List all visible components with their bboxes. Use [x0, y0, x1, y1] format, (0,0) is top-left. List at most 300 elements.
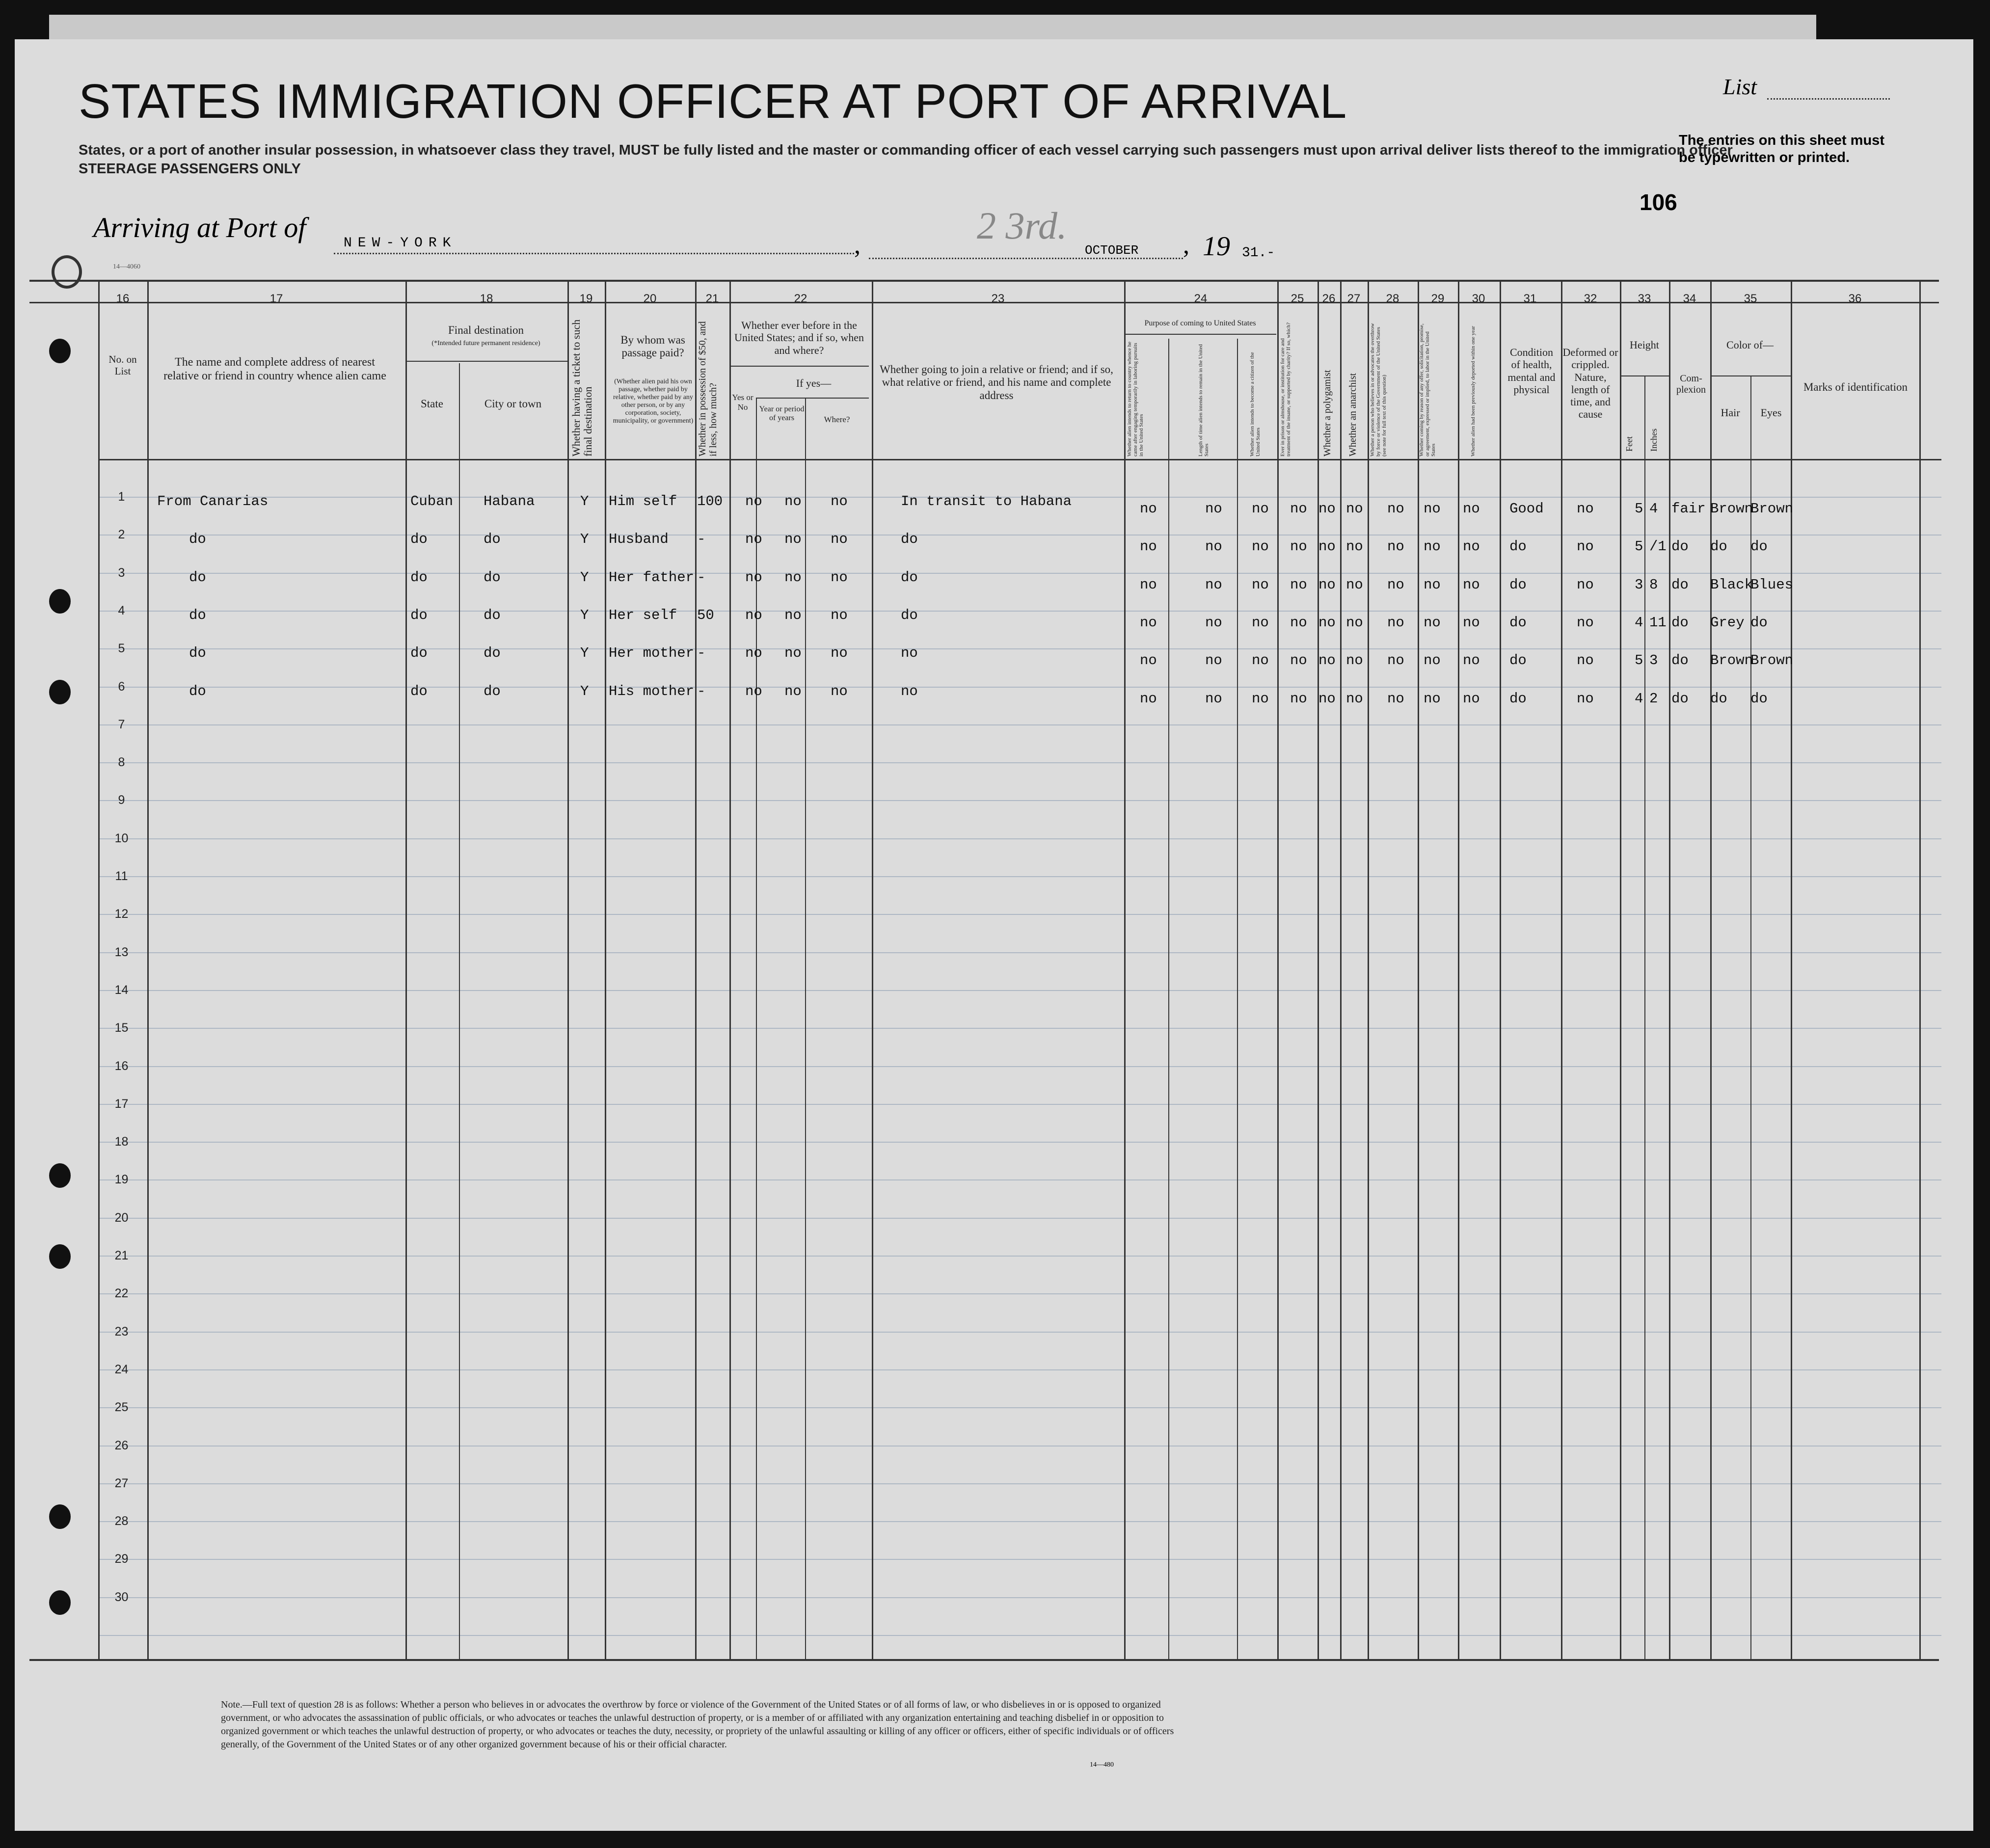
year-prefix: 19 — [1203, 231, 1230, 262]
cell-eyes: do — [1750, 690, 1768, 707]
header-deformed: Deformed or crippled. Nature, length of time, and cause — [1562, 346, 1618, 421]
column-rule — [1318, 281, 1319, 1660]
separator: , — [1183, 231, 1189, 259]
cell-before: no — [745, 531, 762, 548]
cell-q26: no — [1318, 690, 1336, 707]
column-number: 35 — [1744, 292, 1757, 305]
subheader-rule — [1124, 334, 1276, 335]
cell-paid-by: Her self — [609, 607, 677, 623]
row-rule — [98, 1369, 1941, 1370]
cell-ticket: Y — [580, 493, 589, 509]
header-purpose: Purpose of coming to United States — [1144, 319, 1256, 327]
header-hair: Hair — [1721, 406, 1740, 419]
row-number: 6 — [118, 679, 125, 694]
header-inches: Inches — [1649, 429, 1659, 452]
cell-q30: no — [1463, 538, 1480, 555]
column-rule — [1340, 281, 1342, 1660]
column-rule — [1791, 281, 1792, 1660]
row-rule — [98, 1028, 1941, 1029]
subcolumn-rule — [1168, 339, 1169, 459]
subheader-rule — [756, 398, 869, 399]
cell-state: do — [410, 645, 428, 662]
row-rule — [98, 573, 1941, 574]
header-color-of: Color of— — [1726, 339, 1774, 351]
cell-before: no — [745, 493, 762, 509]
cell-where: no — [831, 607, 848, 623]
cell-paid-by: Her mother — [609, 645, 695, 662]
header-money: Whether in possession of $50, and if less, how much? — [697, 321, 719, 456]
header-yes-no: Yes or No — [732, 393, 753, 412]
port-name: NEW-YORK — [344, 236, 457, 251]
cell-money: - — [697, 645, 706, 662]
header-eyes: Eyes — [1760, 406, 1782, 419]
cell-hair: do — [1710, 538, 1727, 555]
column-number: 16 — [116, 292, 130, 305]
cell-before: no — [745, 645, 762, 662]
cell-ticket: Y — [580, 607, 589, 623]
row-rule — [98, 876, 1941, 877]
cell-city: do — [484, 569, 501, 586]
row-rule — [98, 1066, 1941, 1067]
column-rule — [605, 281, 606, 1660]
manifest-sheet — [15, 39, 1973, 1831]
binder-hole — [49, 1244, 71, 1269]
cell-state: do — [410, 683, 428, 699]
cell-feet: 4 — [1635, 690, 1643, 707]
header-purpose-return: Whether alien intends to return to country whence he came after engaging temporarily in laboring pursuits in the United States — [1127, 342, 1145, 456]
cell-health: do — [1509, 538, 1527, 555]
row-rule — [98, 1521, 1941, 1522]
cell-money: - — [697, 569, 706, 586]
row-number: 15 — [114, 1021, 129, 1035]
row-rule — [98, 1256, 1941, 1257]
header-feet: Feet — [1624, 436, 1634, 452]
footnote-question-28: Note.—Full text of question 28 is as follows: Whether a person who believes in or advocates the overthrow by force or violence of the Government of the United States or of all forms of law, or who disbelieves in or is opposed to organized government, or who advocates the assassination of public officials, or who advocates or teaches the unlawful destruction of property, or is a member of or affiliated with any organization entertaining and teaching disbelief in or opposition to organized government or which teaches the unlawful destruction of property, or who advocates or teaches the duty, necessity, or propriety of the unlawful assaulting or killing of any officer or officers, either of specific individuals or of officers generally, of the Government of the United States or of any other organized government because of his or their official character. — [221, 1699, 1174, 1750]
cell-deformed: no — [1577, 652, 1594, 669]
cell-q25: no — [1290, 538, 1307, 555]
row-rule — [98, 648, 1941, 649]
cell-money: 100 — [697, 493, 723, 509]
cell-p-c: no — [1252, 690, 1269, 707]
table-top-rule — [29, 280, 1939, 282]
row-number: 14 — [114, 983, 129, 997]
row-rule — [98, 1407, 1941, 1408]
cell-q25: no — [1290, 690, 1307, 707]
header-where: Where? — [824, 415, 850, 424]
column-number: 29 — [1431, 292, 1445, 305]
row-number: 1 — [118, 490, 125, 504]
header-labor-offer: Whether coming by reason of any offer, solicitation, promise, or agreement, expressed or implied, to labor in the United States — [1419, 323, 1437, 456]
binder-hole — [49, 339, 71, 363]
cell-inches: 8 — [1649, 576, 1658, 593]
cell-ticket: Y — [580, 531, 589, 548]
row-rule — [98, 687, 1941, 688]
cell-hair: Brown — [1710, 501, 1753, 517]
row-number: 12 — [114, 907, 129, 921]
row-rule — [98, 724, 1941, 725]
row-number: 18 — [114, 1135, 129, 1149]
cell-p-c: no — [1252, 652, 1269, 669]
cell-complexion: do — [1671, 576, 1689, 593]
cell-q30: no — [1463, 614, 1480, 631]
row-number: 22 — [114, 1286, 129, 1301]
cell-complexion: do — [1671, 652, 1689, 669]
table-header-rule — [29, 302, 1939, 303]
passenger-class: STEERAGE PASSENGERS ONLY — [79, 161, 301, 177]
page-title: STATES IMMIGRATION OFFICER AT PORT OF ARRIVAL — [79, 74, 1347, 128]
cell-year: no — [784, 493, 802, 509]
subcolumn-rule — [1750, 459, 1751, 1660]
cell-complexion: do — [1671, 538, 1689, 555]
column-rule — [147, 281, 149, 1660]
binder-hole — [49, 1504, 71, 1529]
cell-q30: no — [1463, 652, 1480, 669]
row-rule — [98, 1293, 1941, 1294]
row-rule — [98, 1218, 1941, 1219]
cell-q27: no — [1346, 614, 1363, 631]
header-passage-paid: By whom was passage paid? — [620, 334, 685, 359]
row-number: 30 — [114, 1590, 129, 1604]
cell-q27: no — [1346, 576, 1363, 593]
row-number: 20 — [114, 1210, 129, 1225]
cell-feet: 5 — [1635, 652, 1643, 669]
row-number: 11 — [115, 869, 128, 883]
column-rule — [1669, 281, 1670, 1660]
cell-q30: no — [1463, 576, 1480, 593]
cell-inches: 4 — [1649, 501, 1658, 517]
cell-p-b: no — [1205, 652, 1222, 669]
column-number: 26 — [1322, 292, 1336, 305]
header-joining: Whether going to join a relative or friend; and if so, what relative or friend, and his name and complete address — [880, 363, 1113, 402]
column-number: 22 — [794, 292, 807, 305]
column-rule — [872, 281, 873, 1660]
row-rule — [98, 800, 1941, 801]
cell-state: do — [410, 531, 428, 548]
list-label: List — [1723, 74, 1757, 99]
row-number: 28 — [114, 1514, 129, 1528]
cell-q25: no — [1290, 652, 1307, 669]
header-purpose-citizen: Whether alien intends to become a citizen of the United States — [1249, 352, 1262, 456]
row-rule — [98, 952, 1941, 953]
cell-ticket: Y — [580, 645, 589, 662]
header-polygamist: Whether a polygamist — [1322, 370, 1333, 456]
cell-q26: no — [1318, 614, 1336, 631]
cell-q27: no — [1346, 501, 1363, 517]
cell-p-b: no — [1205, 614, 1222, 631]
cell-complexion: do — [1671, 690, 1689, 707]
cell-q28: no — [1387, 576, 1404, 593]
header-overthrow: Whether a person who believes in or advocates the overthrow by force or violence of the Government of the United States (see note for full text of this question) — [1370, 323, 1388, 456]
cell-health: do — [1509, 652, 1527, 669]
header-height: Height — [1630, 339, 1659, 351]
cell-q27: no — [1346, 652, 1363, 669]
cell-eyes: do — [1750, 614, 1768, 631]
header-marks: Marks of identification — [1803, 381, 1908, 393]
subcolumn-rule — [1644, 375, 1645, 459]
row-number: 21 — [114, 1249, 129, 1262]
row-number: 16 — [114, 1059, 129, 1073]
cell-before: no — [745, 569, 762, 586]
row-rule — [98, 1597, 1941, 1598]
cell-paid-by: Husband — [609, 531, 669, 548]
cell-complexion: do — [1671, 614, 1689, 631]
cell-joining: do — [901, 531, 918, 548]
row-rule — [98, 1332, 1941, 1333]
binder-hole — [49, 1590, 71, 1615]
arrival-day: 2 3rd. — [977, 204, 1067, 247]
column-number: 21 — [705, 292, 719, 305]
column-number: 19 — [579, 292, 593, 305]
row-number: 24 — [114, 1362, 129, 1376]
cell-q30: no — [1463, 501, 1480, 517]
cell-q29: no — [1424, 538, 1441, 555]
cell-city: do — [484, 683, 501, 699]
cell-year: no — [784, 569, 802, 586]
arrival-month: OCTOBER — [1085, 243, 1139, 258]
row-rule — [98, 535, 1941, 536]
header-complexion: Com- plexion — [1676, 373, 1706, 395]
header-health: Condition of health, mental and physical — [1507, 346, 1556, 396]
cell-joining: In transit to Habana — [901, 493, 1072, 509]
column-number: 18 — [480, 292, 493, 305]
cell-hair: Brown — [1710, 652, 1753, 669]
cell-where: no — [831, 531, 848, 548]
column-rule — [1500, 281, 1501, 1660]
cell-p-c: no — [1252, 501, 1269, 517]
cell-q28: no — [1387, 690, 1404, 707]
column-number: 31 — [1523, 292, 1537, 305]
cell-year: no — [784, 607, 802, 623]
column-number: 25 — [1291, 292, 1304, 305]
cell-relative: do — [189, 683, 206, 699]
row-number: 9 — [118, 793, 125, 807]
cell-q28: no — [1387, 538, 1404, 555]
cell-joining: no — [901, 683, 918, 699]
cell-city: do — [484, 645, 501, 662]
cell-p-c: no — [1252, 576, 1269, 593]
cell-q28: no — [1387, 652, 1404, 669]
header-ticket: Whether having a ticket to such final destination — [570, 319, 594, 456]
header-purpose-length: Length of time alien intends to remain in the United States — [1198, 344, 1210, 456]
subcolumn-rule — [1237, 459, 1238, 1660]
subcolumn-rule — [459, 459, 460, 1660]
cell-money: - — [697, 683, 706, 699]
cell-relative: do — [189, 569, 206, 586]
cell-inches: /1 — [1649, 538, 1667, 555]
entry-note-line2: be typewritten or printed. — [1679, 150, 1850, 165]
cell-paid-by: Him self — [609, 493, 677, 509]
arriving-label: Arriving at Port of — [93, 212, 306, 243]
cell-year: no — [784, 645, 802, 662]
subcolumn-rule — [1644, 459, 1645, 1660]
cell-where: no — [831, 645, 848, 662]
row-rule — [98, 1142, 1941, 1143]
subheader-rule — [1710, 375, 1791, 376]
cell-p-c: no — [1252, 614, 1269, 631]
row-rule — [98, 990, 1941, 991]
header-before-in-us: Whether ever before in the United States; and if so, when and where? — [734, 319, 864, 356]
cell-q28: no — [1387, 501, 1404, 517]
subcolumn-rule — [756, 459, 757, 1660]
date-line — [869, 258, 1183, 259]
binder-hole — [52, 255, 82, 289]
cell-city: Habana — [484, 493, 535, 509]
row-number: 5 — [118, 642, 125, 656]
cell-deformed: no — [1577, 501, 1594, 517]
row-number: 8 — [118, 755, 125, 770]
cell-ticket: Y — [580, 569, 589, 586]
row-number: 2 — [118, 528, 125, 542]
cell-p-a: no — [1140, 538, 1157, 555]
subcolumn-rule — [756, 398, 757, 459]
cell-deformed: no — [1577, 576, 1594, 593]
column-rule — [1277, 281, 1279, 1660]
column-rule — [1710, 281, 1712, 1660]
column-number: 23 — [991, 292, 1005, 305]
row-rule — [98, 1483, 1941, 1484]
column-number: 33 — [1638, 292, 1651, 305]
cell-city: do — [484, 531, 501, 548]
row-number: 17 — [114, 1097, 129, 1111]
row-rule — [98, 1559, 1941, 1560]
cell-q27: no — [1346, 538, 1363, 555]
cell-ticket: Y — [580, 683, 589, 699]
row-number: 25 — [114, 1400, 129, 1415]
header-bottom-rule — [98, 459, 1941, 460]
binder-hole — [49, 680, 71, 704]
cell-p-a: no — [1140, 614, 1157, 631]
cell-year: no — [784, 683, 802, 699]
column-rule — [1368, 281, 1369, 1660]
cell-paid-by: Her father — [609, 569, 695, 586]
row-rule — [98, 1104, 1941, 1105]
subcolumn-rule — [805, 398, 806, 459]
cell-inches: 3 — [1649, 652, 1658, 669]
cell-health: Good — [1509, 501, 1544, 517]
column-rule — [729, 281, 731, 1660]
row-number: 10 — [114, 831, 129, 845]
column-number: 28 — [1386, 292, 1399, 305]
cell-p-a: no — [1140, 576, 1157, 593]
column-number: 20 — [643, 292, 657, 305]
row-number: 27 — [114, 1476, 129, 1490]
cell-health: do — [1509, 614, 1527, 631]
binder-hole — [49, 589, 71, 614]
column-number: 34 — [1683, 292, 1696, 305]
cell-p-b: no — [1205, 690, 1222, 707]
cell-complexion: fair — [1671, 501, 1706, 517]
row-rule — [98, 762, 1941, 763]
cell-eyes: Brown — [1750, 652, 1794, 669]
row-rule — [98, 611, 1941, 612]
cell-joining: do — [901, 607, 918, 623]
cell-hair: Black — [1710, 576, 1753, 593]
cell-q28: no — [1387, 614, 1404, 631]
cell-relative: do — [189, 607, 206, 623]
cell-q25: no — [1290, 576, 1307, 593]
cell-deformed: no — [1577, 614, 1594, 631]
cell-feet: 4 — [1635, 614, 1643, 631]
row-rule — [98, 1179, 1941, 1180]
cell-city: do — [484, 607, 501, 623]
row-number: 7 — [118, 717, 125, 731]
footer-form-id: 14—480 — [1090, 1761, 1114, 1768]
cell-p-a: no — [1140, 501, 1157, 517]
form-id: 14—4060 — [113, 263, 140, 270]
cell-eyes: do — [1750, 538, 1768, 555]
cell-p-b: no — [1205, 576, 1222, 593]
cell-state: do — [410, 607, 428, 623]
column-rule — [1620, 281, 1621, 1660]
cell-joining: do — [901, 569, 918, 586]
list-number-line — [1767, 98, 1890, 100]
header-deported: Whether alien had been previously deported within one year — [1470, 326, 1476, 456]
row-number: 19 — [114, 1173, 129, 1187]
cell-q26: no — [1318, 501, 1336, 517]
cell-hair: Grey — [1710, 614, 1745, 631]
column-rule — [567, 281, 569, 1660]
cell-p-a: no — [1140, 690, 1157, 707]
binder-hole — [49, 1163, 71, 1188]
port-line — [334, 253, 854, 254]
cell-money: 50 — [697, 607, 714, 623]
column-rule — [1919, 281, 1921, 1660]
cell-q26: no — [1318, 576, 1336, 593]
column-number: 24 — [1194, 292, 1208, 305]
cell-q26: no — [1318, 538, 1336, 555]
column-rule — [405, 281, 407, 1660]
cell-p-b: no — [1205, 501, 1222, 517]
cell-where: no — [831, 683, 848, 699]
cell-where: no — [831, 569, 848, 586]
column-rule — [1458, 281, 1459, 1660]
cell-eyes: Blues — [1750, 576, 1794, 593]
row-number: 29 — [114, 1552, 129, 1566]
cell-q25: no — [1290, 614, 1307, 631]
separator: , — [854, 231, 861, 259]
cell-p-b: no — [1205, 538, 1222, 555]
cell-p-c: no — [1252, 538, 1269, 555]
cell-money: - — [697, 531, 706, 548]
header-final-destination-note: (*Intended future permanent residence) — [431, 340, 540, 347]
cell-deformed: no — [1577, 690, 1594, 707]
cell-joining: no — [901, 645, 918, 662]
cell-q30: no — [1463, 690, 1480, 707]
header-prison: Ever in prison or almshouse, or institution for care and treatment of the insane, or supported by charity? If so, which? — [1280, 322, 1292, 456]
cell-year: no — [784, 531, 802, 548]
cell-before: no — [745, 607, 762, 623]
row-number: 3 — [118, 565, 125, 580]
cell-q29: no — [1424, 501, 1441, 517]
subcolumn-rule — [459, 363, 460, 459]
column-rule — [695, 281, 697, 1660]
row-rule — [98, 914, 1941, 915]
cell-state: Cuban — [410, 493, 454, 509]
row-number: 13 — [114, 945, 129, 959]
row-number: 26 — [114, 1438, 129, 1452]
header-state: State — [421, 398, 443, 410]
header-anarchist: Whether an anarchist — [1347, 373, 1358, 456]
year-suffix: 31.- — [1242, 245, 1275, 261]
cell-q29: no — [1424, 652, 1441, 669]
row-number: 23 — [114, 1324, 129, 1339]
header-passage-paid-note: (Whether alien paid his own passage, whether paid by relative, whether paid by any other person, or by any corporation, society, municipality, or government) — [613, 378, 694, 425]
cell-feet: 5 — [1635, 501, 1643, 517]
subcolumn-rule — [1168, 459, 1169, 1660]
cell-before: no — [745, 683, 762, 699]
cell-q29: no — [1424, 576, 1441, 593]
cell-relative: From Canarias — [157, 493, 269, 509]
